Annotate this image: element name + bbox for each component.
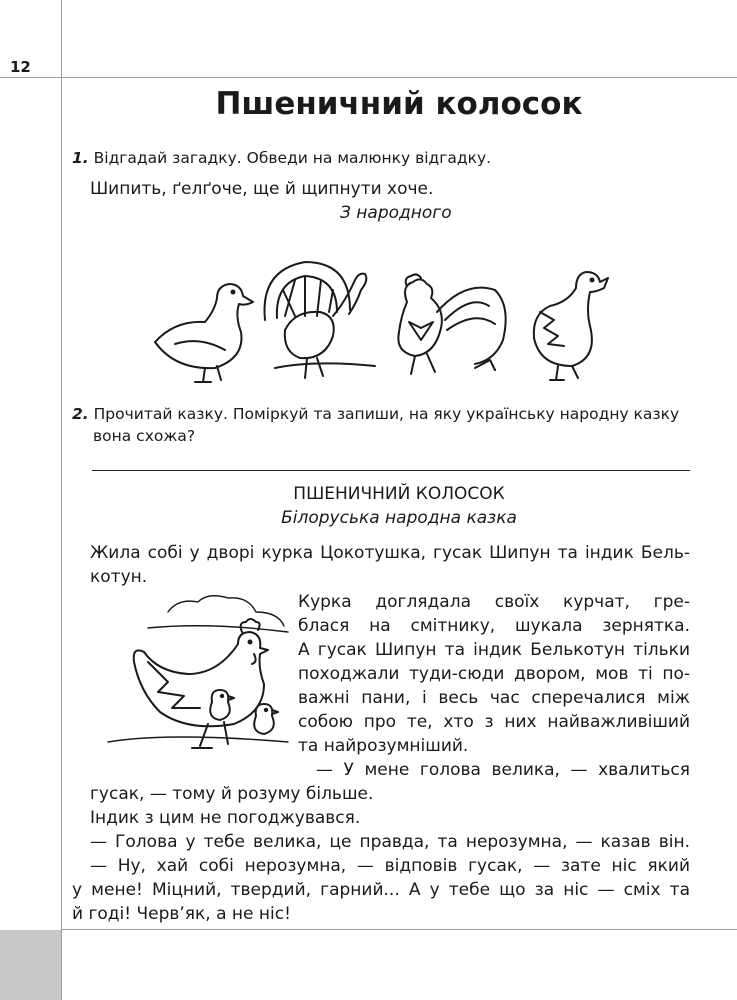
footer-rule: [61, 929, 737, 930]
story-line: котун.: [90, 567, 148, 587]
task-2-line-2: вона схожа?: [93, 427, 196, 445]
rooster-icon: [398, 274, 505, 374]
page-title: Пшеничний колосок: [215, 86, 583, 122]
story-line: — Голова у тебе велика, це правда, та нерозумна, — казав він.: [90, 832, 690, 852]
story-line: важні пани, і весь час сперечалися між: [298, 688, 690, 708]
duck-icon: [155, 284, 253, 382]
birds-illustration: [145, 250, 545, 390]
hen-with-chicks-illustration: [88, 592, 298, 757]
task-2-number: 2.: [72, 405, 89, 423]
story-line: Жила собі у дворі курка Цокотушка, гусак Шипун та індик Бель-: [90, 543, 690, 563]
story-line: походжали туди-сюди двором, мов ті по-: [298, 664, 690, 684]
task-1-text: Відгадай загадку. Обведи на малюнку відгадку.: [93, 149, 492, 167]
story-line: Курка доглядала своїх курчат, гре-: [298, 592, 690, 612]
story-title: ПШЕНИЧНИЙ КОЛОСОК: [293, 484, 505, 504]
header-rule: [0, 77, 737, 78]
left-margin: [0, 0, 61, 1000]
task-1-number: 1.: [72, 149, 89, 167]
goose-illustration: [520, 262, 610, 390]
story-line: — Ну, хай собі нерозумна, — відповів гусак, — зате ніс який: [90, 856, 690, 876]
task-1: [72, 148, 491, 169]
story-line: блася на смітнику, шукала зернятка.: [298, 616, 690, 636]
story-line: гусак, — тому й розуму більше.: [90, 784, 374, 804]
page-number: 12: [10, 58, 31, 76]
story-line: — У мене голова велика, — хвалиться: [316, 760, 690, 780]
story-line: та найрозумніший.: [298, 736, 469, 756]
story-line: й годі! Черв’як, а не ніс!: [72, 904, 291, 924]
riddle-text: Шипить, ґелґоче, ще й щипнути хоче.: [90, 179, 434, 199]
answer-line[interactable]: [92, 470, 690, 471]
story-line: А гусак Шипун та індик Белькотун тільки: [298, 640, 690, 660]
riddle-source: З народного: [340, 203, 452, 223]
task-2-line-1: 2. Прочитай казку. Поміркуй та запиши, на яку українську народну казку: [72, 405, 680, 423]
turkey-icon: [265, 262, 376, 378]
margin-gray-block: [0, 930, 61, 1000]
story-subtitle: Білоруська народна казка: [281, 508, 517, 528]
story-line: Індик з цим не погоджувався.: [90, 808, 361, 828]
story-line: у мене! Міцний, твердий, гарний... А у тебе що за ніс — сміх та: [72, 880, 690, 900]
story-line: собою про те, хто з них найважливіший: [298, 712, 690, 732]
